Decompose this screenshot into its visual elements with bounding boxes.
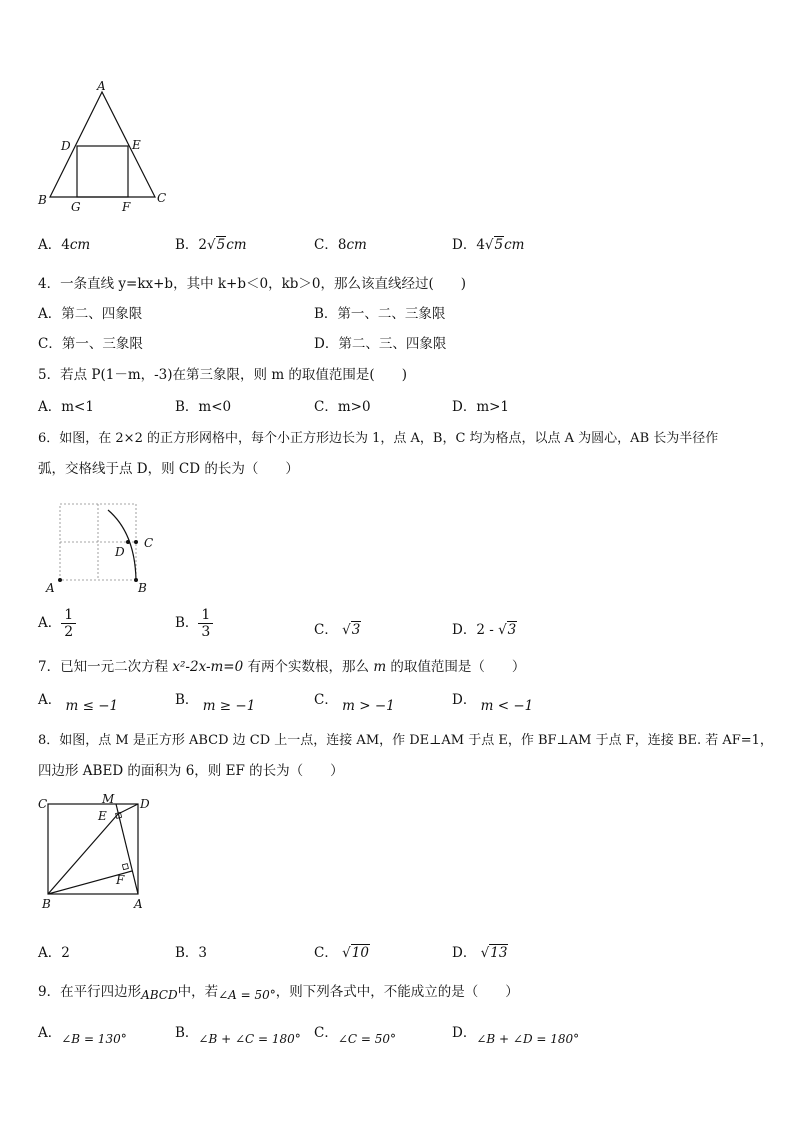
option-label: A． [38, 615, 62, 631]
point-c [134, 540, 138, 544]
q8-stem-line2: 四边形 ABED 的面积为 6，则 EF 的长为（ ） [38, 763, 344, 779]
option-math: ∠C = 50° [337, 1032, 397, 1046]
q9-option-b[interactable] [175, 1021, 301, 1046]
label-m: M [102, 792, 115, 806]
option-unit: cm [346, 237, 367, 253]
q8-option-b[interactable] [175, 941, 207, 961]
q6-grid-figure [40, 498, 170, 598]
q3-option-a[interactable] [38, 233, 90, 253]
option-label: A． [38, 945, 62, 961]
option-label: B． [175, 237, 199, 253]
numerator: 1 [61, 607, 76, 624]
q4-option-c[interactable]: C．第一、三象限 [38, 336, 143, 352]
q5-option-a[interactable]: A．m<1 [38, 399, 94, 415]
label-c: C [144, 536, 154, 550]
q5-option-c[interactable]: C．m>0 [314, 399, 371, 415]
label-c: C [38, 797, 48, 811]
stem-text: ，则下列各式中，不能成立的是（ ） [275, 984, 519, 1000]
option-value: 2 [61, 945, 70, 961]
option-radicand: 3 [351, 622, 361, 638]
option-label: D． [452, 622, 477, 638]
q6-stem-line2: 弧，交格线于点 D，则 CD 的长为（ ） [38, 461, 299, 477]
q3-option-d[interactable]: D．4√5cm [452, 237, 525, 253]
option-label: D． [452, 1025, 477, 1041]
stem-text: 的取值范围是（ ） [386, 659, 526, 675]
option-label: C． [314, 1025, 338, 1041]
option-label: C． [314, 945, 338, 961]
option-unit: cm [504, 237, 525, 253]
option-math: m ≤ −1 [65, 698, 119, 714]
q5-stem: 5．若点 P(1－m，-3)在第三象限，则 m 的取值范围是( ) [38, 367, 407, 383]
option-radicand: 3 [507, 622, 517, 638]
q6-option-d[interactable]: D．2 - √3 [452, 622, 517, 638]
option-label: B． [175, 1025, 199, 1041]
option-unit: cm [226, 237, 247, 253]
label-d: D [61, 139, 71, 153]
option-label: B． [175, 615, 199, 631]
option-coef: 4 [476, 237, 485, 253]
q9-option-c[interactable] [314, 1021, 397, 1046]
label-b: B [138, 581, 147, 595]
stem-text: 7．已知一元二次方程 [38, 659, 173, 675]
q5-option-d[interactable]: D．m>1 [452, 399, 510, 415]
option-label: C． [314, 237, 338, 253]
option-math: ∠B + ∠D = 180° [476, 1032, 580, 1046]
option-label: D． [452, 692, 477, 708]
q7-option-a[interactable] [38, 688, 119, 714]
q7-option-c[interactable] [314, 688, 395, 714]
q8-option-a[interactable] [38, 941, 70, 961]
option-radicand: 10 [351, 945, 369, 961]
option-coef: 2 [198, 237, 208, 253]
stem-condition: ∠A = 50° [218, 988, 276, 1002]
q4-stem: 4．一条直线 y=kx+b，其中 k+b＜0，kb＞0，那么该直线经过( ) [38, 276, 467, 292]
fraction [61, 607, 76, 640]
stem-text: 9．在平行四边形 [38, 984, 142, 1000]
q9-stem [38, 980, 519, 1000]
label-a: A [97, 80, 106, 93]
q6-option-c[interactable]: C． √3 [314, 622, 361, 638]
point-d [126, 540, 130, 544]
option-label: D． [452, 945, 477, 961]
option-value: 8 [337, 237, 347, 253]
label-d: D [115, 545, 125, 559]
option-radicand: 5 [494, 237, 504, 253]
label-d: D [140, 797, 150, 811]
stem-figure-name: ABCD [141, 988, 178, 1002]
q8-option-d[interactable]: D． √13 [452, 945, 508, 961]
q9-option-a[interactable] [38, 1021, 127, 1046]
q4-option-d[interactable]: D．第二、三、四象限 [314, 336, 447, 352]
label-f: F [116, 873, 125, 887]
option-value: 4 [61, 237, 70, 253]
option-label: B． [175, 692, 199, 708]
fraction [198, 607, 213, 640]
label-a: A [134, 897, 143, 911]
option-math: m ≥ −1 [202, 698, 256, 714]
q8-option-c[interactable]: C． √10 [314, 945, 369, 961]
square-degf [77, 146, 128, 197]
option-label: D． [452, 237, 477, 253]
segment-be [48, 814, 118, 894]
option-label: A． [38, 692, 62, 708]
denominator: 3 [201, 624, 211, 640]
option-radicand: 13 [490, 945, 508, 961]
denominator: 2 [64, 624, 74, 640]
q8-stem-line1: 8．如图，点 M 是正方形 ABCD 边 CD 上一点，连接 AM，作 DE⊥AM 于点 E，作 BF⊥AM 于点 F，连接 BE. 若 AF=1， [38, 733, 773, 748]
stem-text: 中，若 [177, 984, 219, 1000]
label-b: B [42, 897, 51, 911]
q9-option-d[interactable] [452, 1021, 580, 1046]
label-b: B [38, 193, 47, 207]
option-radicand: 5 [216, 237, 226, 253]
option-label: B． [175, 945, 199, 961]
q3-triangle-figure [36, 80, 176, 215]
stem-text: 有两个实数根，那么 [243, 659, 374, 675]
q8-square-figure [36, 792, 156, 914]
option-label: A． [38, 237, 62, 253]
q7-stem [38, 655, 525, 675]
label-f: F [122, 200, 131, 214]
option-label: A． [38, 1025, 62, 1041]
option-math: ∠B + ∠C = 180° [198, 1032, 301, 1046]
square-abcd [48, 804, 138, 894]
label-e: E [132, 138, 141, 152]
q6-stem-line1: 6．如图，在 2×2 的正方形网格中，每个小正方形边长为 1，点 A，B，C 均为格点，以点 A 为圆心，AB 长为半径作 [38, 431, 719, 446]
option-math: ∠B = 130° [61, 1032, 127, 1046]
option-unit: cm [69, 237, 91, 253]
option-math: m > −1 [342, 698, 395, 714]
stem-equation: x²-2x-m=0 [172, 659, 244, 675]
grid-lines [60, 504, 136, 580]
option-math: m < −1 [480, 698, 534, 714]
q6-option-a[interactable] [38, 607, 76, 640]
stem-variable: m [373, 659, 387, 675]
label-c: C [157, 191, 167, 205]
q6-option-b[interactable] [175, 607, 213, 640]
numerator: 1 [198, 607, 213, 624]
q7-option-b[interactable] [175, 688, 256, 714]
q5-option-b[interactable]: B．m<0 [175, 399, 232, 415]
label-g: G [71, 200, 81, 214]
q3-option-c[interactable] [314, 233, 367, 253]
option-label: C． [314, 692, 338, 708]
q4-option-b[interactable]: B．第一、二、三象限 [314, 306, 446, 322]
label-a: A [46, 581, 55, 595]
option-value: 3 [198, 945, 208, 961]
point-a [58, 578, 62, 582]
q4-option-a[interactable]: A．第二、四象限 [38, 306, 143, 322]
q3-option-b[interactable]: B．2√5cm [175, 237, 247, 253]
q7-option-d[interactable] [452, 688, 534, 714]
right-angle-f [122, 864, 128, 870]
label-e: E [98, 809, 107, 823]
option-prefix: 2 - [476, 622, 499, 638]
option-label: C． [314, 622, 338, 638]
segment-de [118, 804, 138, 814]
